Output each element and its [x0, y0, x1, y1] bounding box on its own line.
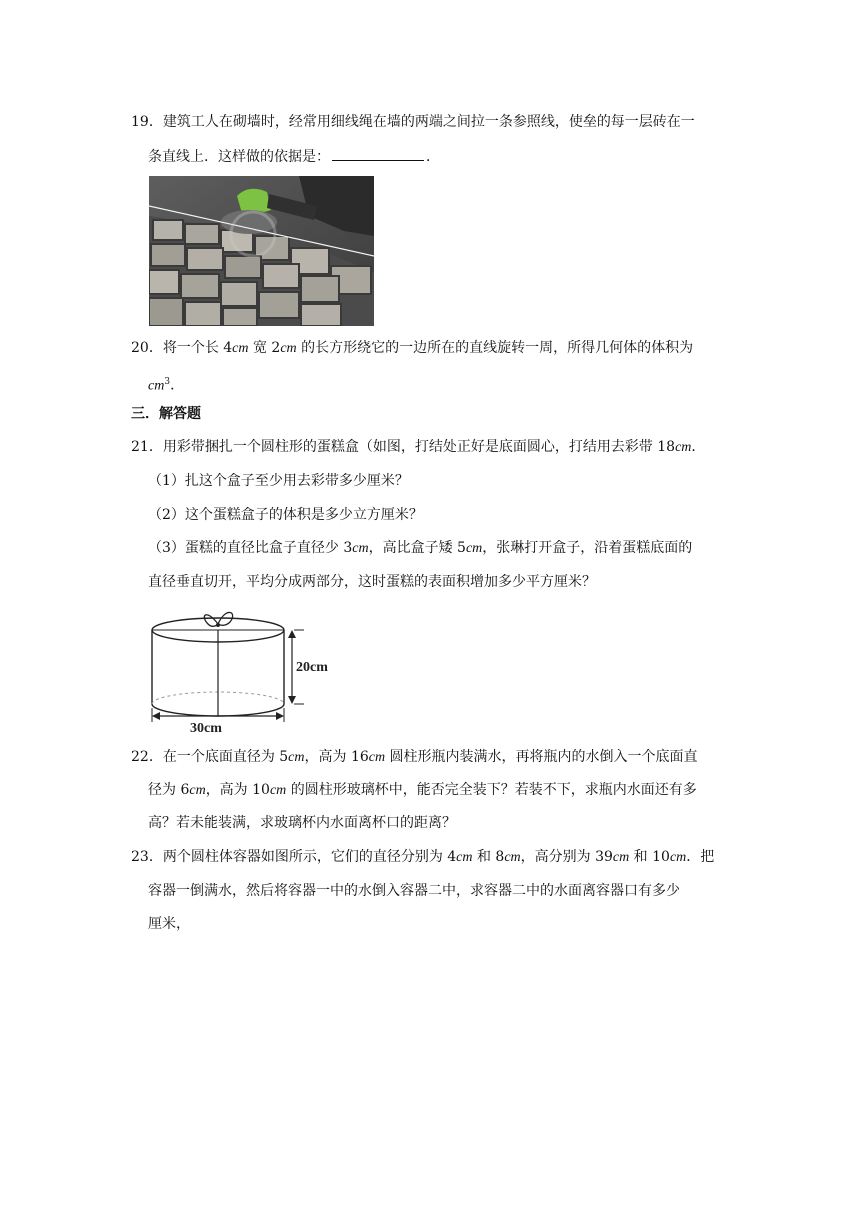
q21-sub3	[148, 538, 692, 559]
q21-sub3-b: ，高比盒子矮 5	[368, 540, 466, 556]
q23-text-3: 厘米，	[148, 916, 190, 932]
q19-line2	[148, 146, 440, 167]
q21-sub3-a: （3）蛋糕的直径比盒子直径少 3	[148, 540, 353, 556]
q23-line3	[148, 914, 190, 934]
q20-period: ．	[170, 377, 185, 394]
q21-sub1	[148, 471, 409, 491]
q20-unit-3: cm	[148, 378, 165, 394]
q22-text-1a: 22．在一个底面直径为 5	[131, 749, 289, 765]
q22-text-3: 高？若未能装满，求玻璃杯内水面离杯口的距离？	[148, 815, 456, 831]
q21-sub3-c: ，张琳打开盒子，沿着蛋糕底面的	[482, 540, 693, 556]
q22-text-2b: ，高为 10	[205, 782, 270, 798]
q19-text-1: 19．建筑工人在砌墙时，经常用细线绳在墙的两端之间拉一条参照线，使垒的每一层砖在一	[131, 114, 695, 130]
q22-unit-2: cm	[368, 750, 386, 765]
q23-line2	[148, 881, 680, 901]
brick-wall-photo	[149, 176, 374, 326]
q23-line1	[131, 847, 714, 868]
q21-sub2-text: （2）这个蛋糕盒子的体积是多少立方厘米？	[148, 507, 423, 523]
q23-text-1c: ，高分别为 39	[520, 849, 613, 865]
height-label: 20cm	[296, 660, 328, 675]
q23-unit-1: cm	[456, 850, 473, 865]
q22-unit-4: cm	[269, 783, 287, 798]
q23-unit-3: cm	[612, 850, 630, 865]
q22-text-2a: 径为 6	[148, 782, 190, 798]
q22-line2	[148, 780, 697, 801]
q20-text-b: 宽 2	[248, 340, 281, 356]
q20-line1	[131, 338, 693, 359]
q20-text-c: 的长方形绕它的一边所在的直线旋转一周，所得几何体的体积为	[296, 340, 694, 356]
q19-period: ．	[426, 149, 440, 165]
q20-text-a: 20．将一个长 4	[131, 340, 233, 356]
q23-text-1d: 和 10	[629, 849, 670, 865]
q22-unit-1: cm	[288, 750, 305, 765]
q20-unit-2: cm	[280, 341, 297, 356]
answer-blank[interactable]	[332, 146, 424, 161]
q21-sub3-line2-text: 直径垂直切开，平均分成两部分，这时蛋糕的表面积增加多少平方厘米？	[148, 574, 596, 590]
q22-text-1c: 圆柱形瓶内装满水，再将瓶内的水倒入一个底面直	[385, 749, 698, 765]
cake-box-figure	[146, 604, 332, 736]
width-label: 30cm	[190, 721, 222, 736]
q20-superscript: 3	[164, 377, 171, 387]
q21-text-a: 21．用彩带捆扎一个圆柱形的蛋糕盒（如图，打结处正好是底面圆心，打结用去彩带 18	[131, 439, 676, 455]
q22-line1	[131, 747, 698, 768]
section-title-text: 三．解答题	[131, 406, 201, 422]
q21-sub1-text: （1）扎这个盒子至少用去彩带多少厘米？	[148, 473, 409, 489]
q21-sub3-line2	[148, 572, 596, 592]
q19-text-2: 条直线上．这样做的依据是：	[148, 149, 330, 165]
q23-text-1b: 和 8	[472, 849, 505, 865]
q21-line1	[131, 437, 705, 458]
q19-line1	[131, 112, 695, 132]
q22-line3	[148, 813, 456, 833]
q22-text-1b: ，高为 16	[304, 749, 369, 765]
q21-sub3-unit-1: cm	[352, 541, 369, 556]
q21-period: ．	[691, 439, 706, 455]
q21-sub3-unit-2: cm	[465, 541, 483, 556]
q23-text-1a: 23．两个圆柱体容器如图所示，它们的直径分别为 4	[131, 849, 457, 865]
q23-text-2: 容器一倒满水，然后将容器一中的水倒入容器二中，求容器二中的水面离容器口有多少	[148, 883, 680, 899]
q22-text-2c: 的圆柱形玻璃杯中，能否完全装下？若装不下，求瓶内水面还有多	[286, 782, 697, 798]
q21-unit-1: cm	[675, 440, 692, 455]
q23-unit-4: cm	[669, 850, 687, 865]
q21-sub2	[148, 505, 423, 525]
section-title	[131, 404, 201, 424]
q20-line2	[148, 372, 184, 397]
q23-text-1e: ．把	[686, 849, 715, 865]
q23-unit-2: cm	[504, 850, 521, 865]
q20-unit-1: cm	[232, 341, 249, 356]
q22-unit-3: cm	[189, 783, 206, 798]
